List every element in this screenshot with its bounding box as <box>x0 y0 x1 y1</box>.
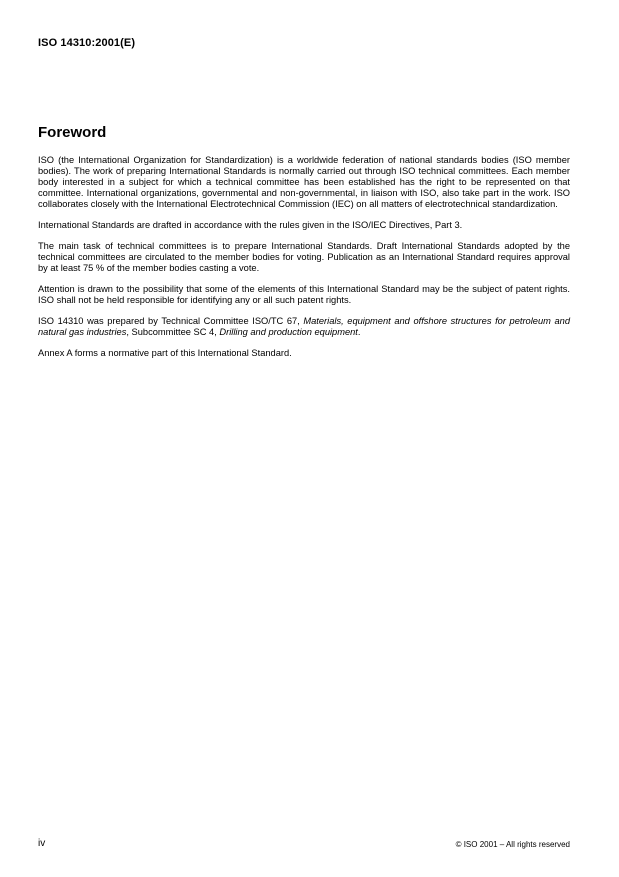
committee-scope-title: Materials, equipment and offshore structures for petroleum and natural gas industries <box>38 316 570 337</box>
foreword-section <box>38 124 570 369</box>
paragraph-technical-committees: The main task of technical committees is to prepare International Standards. Draft International Standards adopted by the technical committees are circulated to the member bodies for voting. Publication as an International Standard requires approval by at least 75 % of the member bodies casting a vote. <box>38 241 570 273</box>
preparation-text-2: , Subcommittee SC 4, <box>126 327 220 337</box>
paragraph-patent-rights: Attention is drawn to the possibility that some of the elements of this International Standard may be the subject of patent rights. ISO shall not be held responsible for identifying any or all such patent rights. <box>38 284 570 305</box>
paragraph-preparation <box>38 316 570 338</box>
paragraph-drafting-rules: International Standards are drafted in accordance with the rules given in the ISO/IEC Directives, Part 3. <box>38 220 463 230</box>
page-number: iv <box>38 838 46 849</box>
paragraph-iso-overview: ISO (the International Organization for Standardization) is a worldwide federation of national standards bodies (ISO member bodies). The work of preparing International Standards is normally carried out through ISO technical committees. Each member body interested in a subject for which a technical committee has been established has the right to be represented on that committee. International organizations, governmental and non-governmental, in liaison with ISO, also take part in the work. ISO collaborates closely with the International Electrotechnical Commission (IEC) on all matters of electrotechnical standardization. <box>38 155 570 209</box>
document-id: ISO 14310:2001(E) <box>38 37 136 49</box>
section-title: Foreword <box>38 124 107 141</box>
subcommittee-scope-title: Drilling and production equipment <box>219 327 358 337</box>
copyright-notice: © ISO 2001 – All rights reserved <box>455 840 570 849</box>
paragraph-annex-note: Annex A forms a normative part of this International Standard. <box>38 348 292 358</box>
preparation-text-3: . <box>357 327 361 337</box>
preparation-text-1: ISO 14310 was prepared by Technical Committee ISO/TC 67, <box>38 316 304 326</box>
